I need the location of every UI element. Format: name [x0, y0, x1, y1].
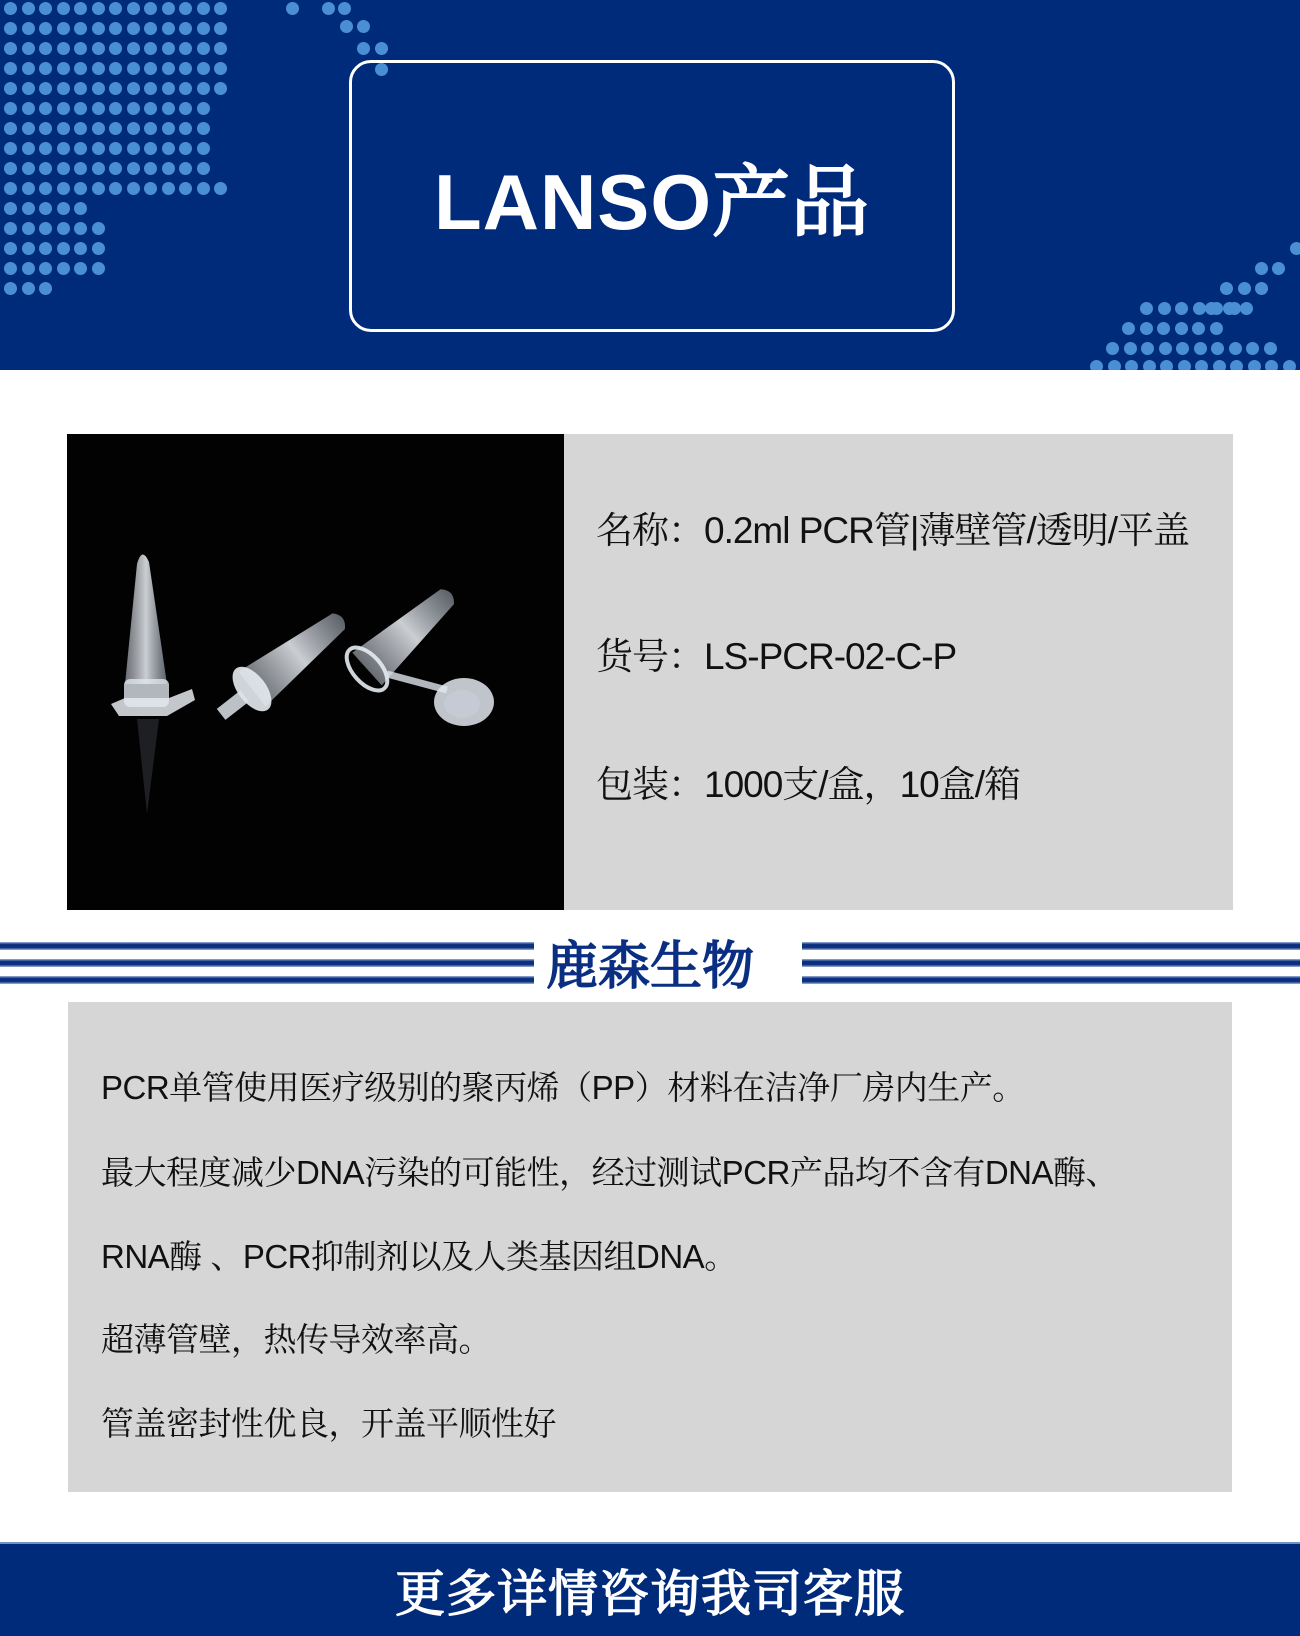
dot-decoration	[127, 62, 140, 75]
dot-decoration	[4, 282, 17, 295]
dot-decoration	[4, 122, 17, 135]
dot-decoration	[4, 262, 17, 275]
dot-decoration	[214, 2, 227, 15]
dot-decoration	[109, 142, 122, 155]
dot-decoration	[22, 142, 35, 155]
dot-decoration	[197, 162, 210, 175]
dot-decoration	[197, 142, 210, 155]
dot-decoration	[162, 102, 175, 115]
product-photo	[67, 434, 564, 910]
dot-decoration	[1122, 322, 1135, 335]
dot-decoration	[4, 242, 17, 255]
dot-decoration	[162, 142, 175, 155]
dot-decoration	[144, 162, 157, 175]
dot-decoration	[1229, 342, 1242, 355]
dot-decoration	[1213, 360, 1226, 370]
dot-decoration	[214, 82, 227, 95]
product-name-value: 0.2ml PCR管|薄壁管/透明/平盖	[704, 510, 1190, 551]
dot-decoration	[144, 62, 157, 75]
dot-decoration	[214, 22, 227, 35]
dot-decoration	[162, 182, 175, 195]
dot-decoration	[92, 242, 105, 255]
dot-decoration	[92, 122, 105, 135]
dot-decoration	[22, 162, 35, 175]
dot-decoration	[197, 182, 210, 195]
dot-decoration	[144, 82, 157, 95]
dot-decoration	[22, 282, 35, 295]
title-frame	[349, 60, 955, 332]
description-line: PCR单管使用医疗级别的聚丙烯（PP）材料在洁净厂房内生产。	[101, 1069, 1025, 1106]
dot-decoration	[127, 162, 140, 175]
dot-decoration	[4, 102, 17, 115]
dot-decoration	[39, 82, 52, 95]
dot-decoration	[1255, 262, 1268, 275]
dot-decoration	[1125, 360, 1138, 370]
dot-decoration	[286, 2, 299, 15]
dot-decoration	[109, 102, 122, 115]
dot-decoration	[162, 122, 175, 135]
dot-decoration	[4, 62, 17, 75]
dot-decoration	[1290, 242, 1300, 255]
dot-decoration	[22, 222, 35, 235]
dot-decoration	[179, 162, 192, 175]
dot-decoration	[144, 102, 157, 115]
dot-decoration	[39, 22, 52, 35]
dot-decoration	[127, 142, 140, 155]
dot-decoration	[197, 122, 210, 135]
dot-decoration	[22, 262, 35, 275]
dot-decoration	[1175, 322, 1188, 335]
dot-decoration	[74, 182, 87, 195]
dot-decoration	[22, 22, 35, 35]
dot-decoration	[1255, 282, 1268, 295]
dot-decoration	[74, 242, 87, 255]
dot-decoration	[1157, 322, 1170, 335]
dot-decoration	[162, 82, 175, 95]
dot-decoration	[197, 82, 210, 95]
dot-decoration	[1248, 360, 1261, 370]
description-line: 超薄管壁，热传导效率高。	[101, 1321, 491, 1358]
dot-decoration	[92, 262, 105, 275]
product-name-row	[596, 500, 1189, 554]
dot-decoration	[74, 2, 87, 15]
dot-decoration	[127, 42, 140, 55]
product-sku-row	[596, 626, 956, 680]
product-info	[596, 434, 1233, 910]
dot-decoration	[179, 182, 192, 195]
dot-decoration	[39, 142, 52, 155]
dot-decoration	[39, 282, 52, 295]
dot-decoration	[57, 162, 70, 175]
dot-decoration	[92, 222, 105, 235]
product-packaging-row	[596, 754, 1020, 808]
product-description	[68, 1002, 1232, 1492]
dot-decoration	[1265, 360, 1278, 370]
dot-decoration	[4, 222, 17, 235]
dot-decoration	[1264, 342, 1277, 355]
dot-decoration	[375, 63, 388, 76]
dot-decoration	[39, 62, 52, 75]
dot-decoration	[162, 42, 175, 55]
dot-decoration	[22, 62, 35, 75]
page-title: LANSO产品	[433, 158, 870, 246]
dot-decoration	[1283, 360, 1296, 370]
dot-decoration	[57, 182, 70, 195]
dot-decoration	[39, 262, 52, 275]
dot-decoration	[162, 22, 175, 35]
dot-decoration	[57, 222, 70, 235]
dot-decoration	[162, 62, 175, 75]
dot-decoration	[109, 182, 122, 195]
dot-decoration	[162, 2, 175, 15]
dot-decoration	[127, 82, 140, 95]
dot-decoration	[1211, 342, 1224, 355]
dot-decoration	[1159, 342, 1172, 355]
dot-decoration	[57, 2, 70, 15]
dot-decoration	[22, 182, 35, 195]
dot-decoration	[74, 142, 87, 155]
dot-decoration	[1192, 322, 1205, 335]
dot-decoration	[74, 202, 87, 215]
dot-decoration	[39, 222, 52, 235]
dot-decoration	[4, 202, 17, 215]
dot-decoration	[1143, 360, 1156, 370]
hero-banner	[0, 0, 1300, 370]
dot-decoration	[179, 62, 192, 75]
dot-decoration	[179, 82, 192, 95]
dot-decoration	[74, 62, 87, 75]
dot-decoration	[1210, 322, 1223, 335]
dot-decoration	[1175, 302, 1188, 315]
dot-decoration	[1108, 360, 1121, 370]
dot-decoration	[338, 2, 351, 15]
dot-decoration	[197, 62, 210, 75]
dot-decoration	[57, 262, 70, 275]
dot-decoration	[74, 102, 87, 115]
dot-decoration	[57, 202, 70, 215]
product-name-label: 名称：	[596, 510, 704, 551]
dot-decoration	[109, 122, 122, 135]
dot-decoration	[1228, 302, 1241, 315]
dot-decoration	[4, 142, 17, 155]
description-line: 管盖密封性优良，开盖平顺性好	[101, 1405, 556, 1442]
dot-decoration	[127, 22, 140, 35]
dot-decoration	[340, 20, 353, 33]
pcr-tubes-image	[67, 434, 564, 910]
dot-decoration	[4, 42, 17, 55]
dot-decoration	[39, 162, 52, 175]
dot-decoration	[179, 2, 192, 15]
contact-footer	[0, 1542, 1300, 1636]
dot-decoration	[92, 182, 105, 195]
dot-decoration	[127, 102, 140, 115]
dot-decoration	[92, 142, 105, 155]
dot-decoration	[4, 22, 17, 35]
contact-cta-text: 更多详情咨询我司客服	[395, 1566, 905, 1622]
dot-decoration	[144, 142, 157, 155]
dot-decoration	[22, 202, 35, 215]
dot-decoration	[1176, 342, 1189, 355]
dot-decoration	[109, 2, 122, 15]
dot-decoration	[74, 262, 87, 275]
dot-decoration	[4, 2, 17, 15]
dot-decoration	[1141, 342, 1154, 355]
dot-decoration	[322, 2, 335, 15]
dot-decoration	[74, 162, 87, 175]
dot-decoration	[1090, 360, 1103, 370]
dot-decoration	[1230, 360, 1243, 370]
dot-decoration	[74, 122, 87, 135]
dot-decoration	[57, 102, 70, 115]
dot-decoration	[1124, 342, 1137, 355]
dot-decoration	[1140, 302, 1153, 315]
dot-decoration	[127, 2, 140, 15]
description-line: RNA酶 、PCR抑制剂以及人类基因组DNA。	[101, 1238, 737, 1275]
dot-decoration	[144, 182, 157, 195]
dot-decoration	[57, 62, 70, 75]
dot-decoration	[92, 102, 105, 115]
dot-decoration	[109, 162, 122, 175]
dot-decoration	[1160, 360, 1173, 370]
dot-decoration	[39, 182, 52, 195]
dot-decoration	[74, 22, 87, 35]
dot-decoration	[144, 42, 157, 55]
dot-decoration	[57, 122, 70, 135]
dot-decoration	[357, 20, 370, 33]
dot-decoration	[22, 122, 35, 135]
dot-decoration	[197, 102, 210, 115]
dot-decoration	[92, 162, 105, 175]
brand-heading: 鹿森生物	[545, 938, 754, 996]
dot-decoration	[214, 42, 227, 55]
dot-decoration	[179, 142, 192, 155]
dot-decoration	[357, 42, 370, 55]
dot-decoration	[22, 2, 35, 15]
dot-decoration	[92, 22, 105, 35]
dot-decoration	[39, 42, 52, 55]
dot-decoration	[197, 2, 210, 15]
dot-decoration	[1194, 342, 1207, 355]
dot-decoration	[57, 42, 70, 55]
dot-decoration	[92, 82, 105, 95]
dot-decoration	[39, 202, 52, 215]
product-packaging-value: 1000支/盒，10盒/箱	[704, 764, 1021, 805]
dot-decoration	[1195, 360, 1208, 370]
dot-decoration	[4, 182, 17, 195]
dot-decoration	[1158, 302, 1171, 315]
dot-decoration	[57, 142, 70, 155]
dot-decoration	[144, 2, 157, 15]
dot-decoration	[57, 242, 70, 255]
section-divider	[0, 928, 1300, 996]
dot-decoration	[179, 22, 192, 35]
dot-decoration	[109, 22, 122, 35]
dot-decoration	[109, 42, 122, 55]
dot-decoration	[1272, 262, 1285, 275]
dot-decoration	[74, 82, 87, 95]
dot-decoration	[162, 162, 175, 175]
dot-decoration	[127, 182, 140, 195]
dot-decoration	[109, 82, 122, 95]
dot-decoration	[22, 82, 35, 95]
dot-decoration	[144, 122, 157, 135]
dot-decoration	[1140, 322, 1153, 335]
dot-decoration	[197, 22, 210, 35]
dot-decoration	[127, 122, 140, 135]
dot-decoration	[92, 2, 105, 15]
dot-decoration	[22, 102, 35, 115]
description-line: 最大程度减少DNA污染的可能性，经过测试PCR产品均不含有DNA酶、	[101, 1154, 1119, 1191]
dot-decoration	[1106, 342, 1119, 355]
dot-decoration	[197, 42, 210, 55]
dot-decoration	[375, 42, 388, 55]
dot-decoration	[144, 22, 157, 35]
dot-decoration	[4, 162, 17, 175]
dot-decoration	[1210, 302, 1223, 315]
product-packaging-label: 包装：	[596, 764, 704, 805]
dot-decoration	[214, 182, 227, 195]
dot-decoration	[57, 22, 70, 35]
product-sku-label: 货号：	[596, 636, 704, 677]
dot-decoration	[109, 62, 122, 75]
dot-decoration	[74, 42, 87, 55]
dot-decoration	[22, 242, 35, 255]
dot-decoration	[1240, 302, 1253, 315]
product-sku-value: LS-PCR-02-C-P	[704, 636, 957, 677]
dot-decoration	[214, 62, 227, 75]
dot-decoration	[92, 42, 105, 55]
dot-decoration	[22, 42, 35, 55]
dot-decoration	[179, 42, 192, 55]
dot-decoration	[57, 82, 70, 95]
dot-decoration	[1246, 342, 1259, 355]
dot-decoration	[1178, 360, 1191, 370]
dot-decoration	[4, 82, 17, 95]
dot-decoration	[179, 102, 192, 115]
dot-decoration	[179, 122, 192, 135]
dot-decoration	[74, 222, 87, 235]
dot-decoration	[39, 2, 52, 15]
dot-decoration	[39, 102, 52, 115]
dot-decoration	[92, 62, 105, 75]
dot-decoration	[39, 122, 52, 135]
dot-decoration	[1220, 282, 1233, 295]
dot-decoration	[39, 242, 52, 255]
product-card	[67, 434, 1233, 910]
dot-decoration	[1238, 282, 1251, 295]
dot-decoration	[1193, 302, 1206, 315]
